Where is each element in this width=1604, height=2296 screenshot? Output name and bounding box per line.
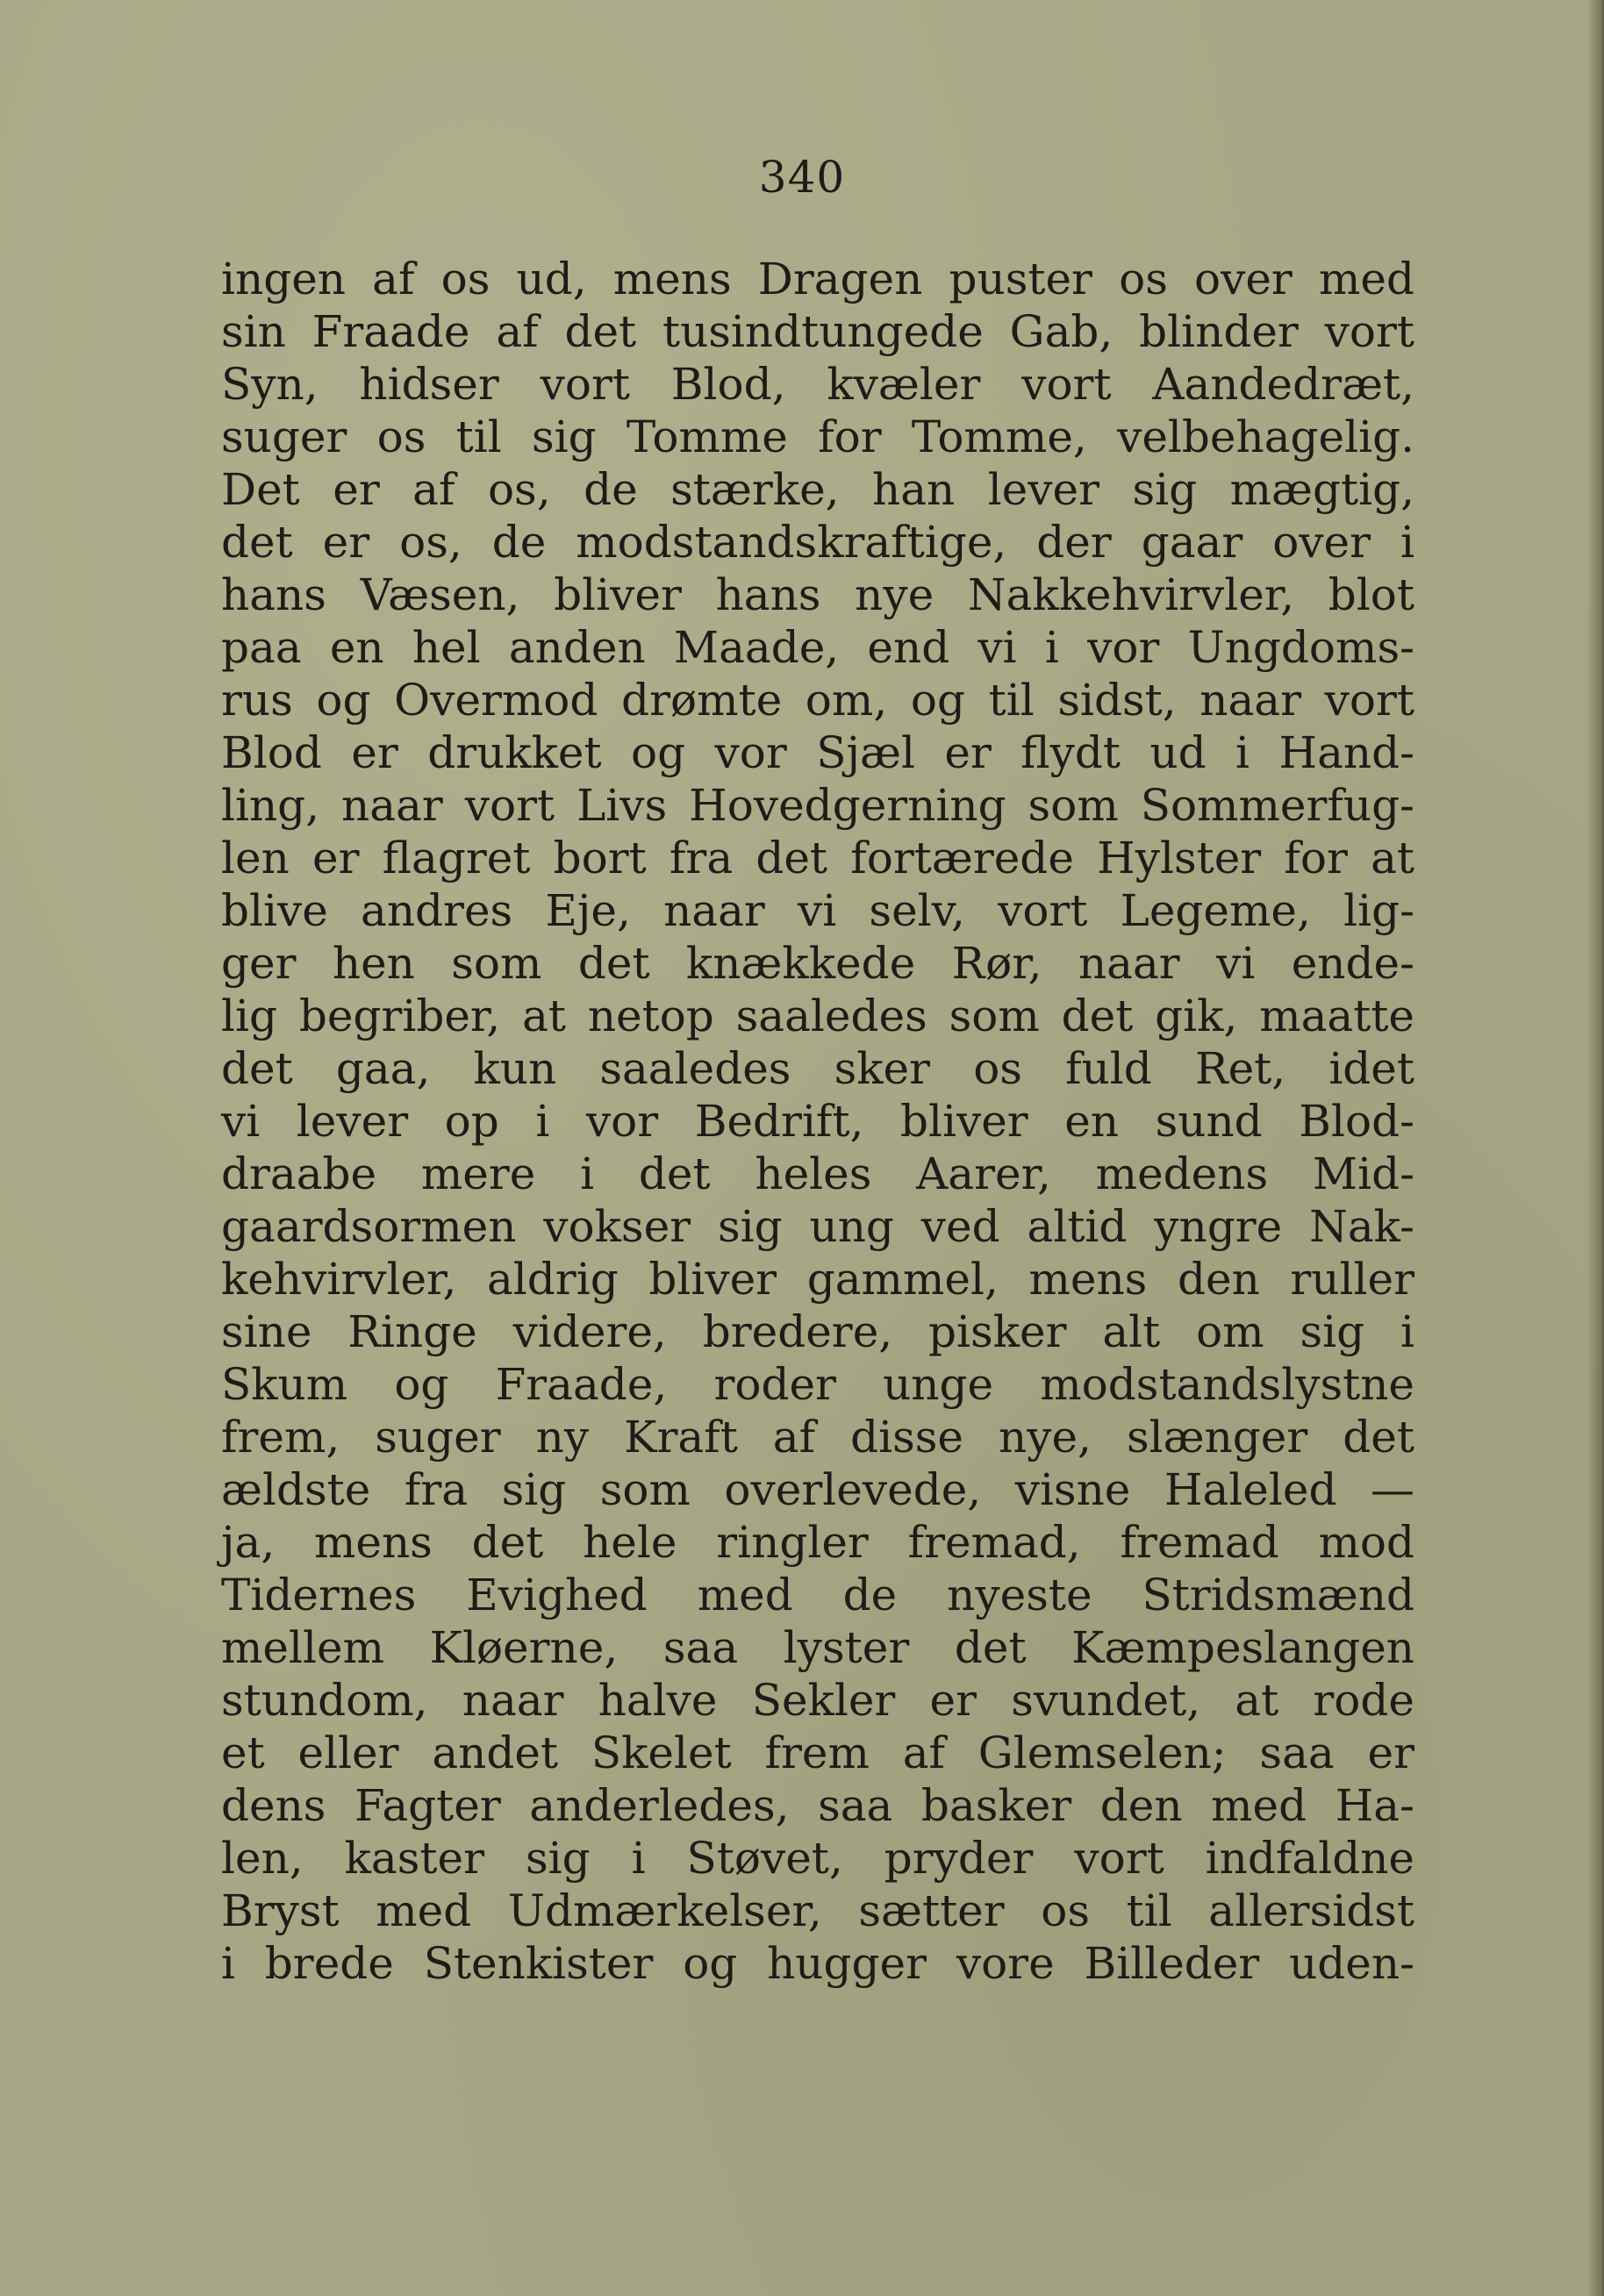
text-line: hans Væsen, bliver hans nye Nakkehvirvler, blot [221, 569, 1414, 620]
text-line: draabe mere i det heles Aarer, medens Mid- [221, 1148, 1414, 1199]
text-line: Blod er drukket og vor Sjæl er flydt ud i Hand- [221, 727, 1414, 778]
text-line: paa en hel anden Maade, end vi i vor Ungdoms- [221, 622, 1414, 673]
text-line: ingen af os ud, mens Dragen puster os over med [221, 254, 1414, 304]
text-line: det er os, de modstandskraftige, der gaar over i [221, 517, 1414, 568]
text-line: et eller andet Skelet frem af Glemselen; saa er [221, 1727, 1414, 1778]
text-line: Det er af os, de stærke, han lever sig mægtig, [221, 464, 1414, 515]
text-line: rus og Overmod drømte om, og til sidst, naar vort [221, 675, 1414, 726]
text-line: len er flagret bort fra det fortærede Hylster for at [221, 833, 1414, 883]
text-line: Bryst med Udmærkelser, sætter os til allersidst [221, 1885, 1414, 1936]
text-line: len, kaster sig i Støvet, pryder vort indfaldne [221, 1833, 1414, 1884]
text-line: mellem Kløerne, saa lyster det Kæmpeslangen [221, 1622, 1414, 1673]
text-line: det gaa, kun saaledes sker os fuld Ret, idet [221, 1043, 1414, 1094]
text-line: vi lever op i vor Bedrift, bliver en sund Blod- [221, 1096, 1414, 1147]
text-line: ger hen som det knækkede Rør, naar vi ende- [221, 938, 1414, 989]
text-line: stundom, naar halve Sekler er svundet, at rode [221, 1675, 1414, 1726]
text-line: sin Fraade af det tusindtungede Gab, blinder vort [221, 306, 1414, 357]
text-line: suger os til sig Tomme for Tomme, velbehagelig. [221, 411, 1414, 462]
page-number: 340 [758, 152, 846, 203]
text-line: lig begriber, at netop saaledes som det gik, maatte [221, 991, 1414, 1041]
page-edge-shadow [1586, 0, 1604, 2296]
text-line: ja, mens det hele ringler fremad, fremad mod [221, 1517, 1414, 1568]
text-line: ling, naar vort Livs Hovedgerning som Sommerfug- [221, 780, 1414, 831]
text-line: dens Fagter anderledes, saa basker den med Ha- [221, 1780, 1414, 1831]
text-line: sine Ringe videre, bredere, pisker alt om sig i [221, 1306, 1414, 1357]
text-line: frem, suger ny Kraft af disse nye, slænger det [221, 1412, 1414, 1463]
text-line: Skum og Fraade, roder unge modstandslystne [221, 1359, 1414, 1410]
text-line: Syn, hidser vort Blod, kvæler vort Aandedræt, [221, 359, 1414, 410]
text-line: ældste fra sig som overlevede, visne Haleled — [221, 1464, 1414, 1515]
text-line: gaardsormen vokser sig ung ved altid yngre Nak- [221, 1201, 1414, 1252]
text-line: i brede Stenkister og hugger vore Billeder uden- [221, 1938, 1414, 1989]
text-line: Tidernes Evighed med de nyeste Stridsmænd [221, 1570, 1414, 1620]
text-line: kehvirvler, aldrig bliver gammel, mens den ruller [221, 1254, 1414, 1305]
body-text [221, 253, 1414, 1990]
text-line: blive andres Eje, naar vi selv, vort Legeme, lig- [221, 885, 1414, 936]
